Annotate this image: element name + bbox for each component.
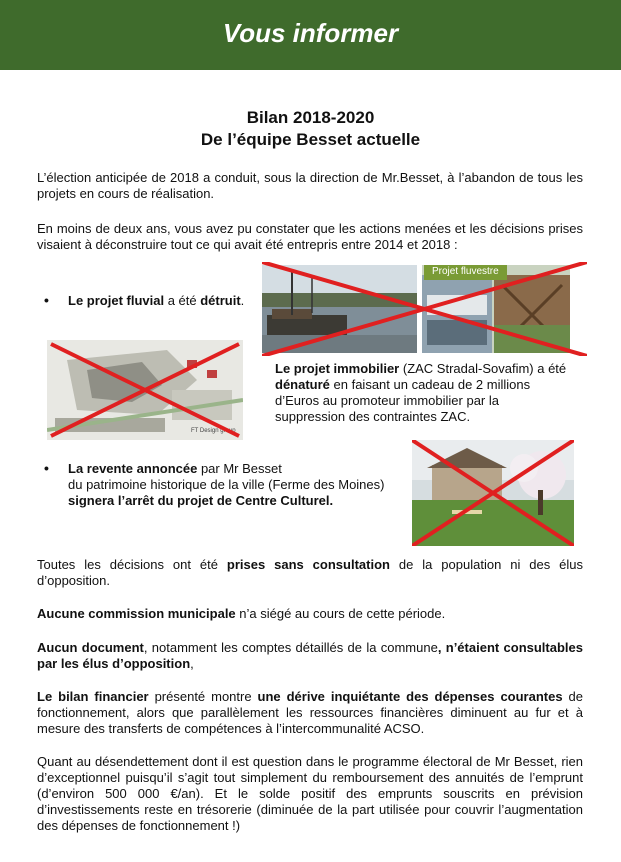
body-paragraph-3 bbox=[37, 640, 583, 672]
cross-mark-fluvial bbox=[262, 262, 587, 356]
item-revente-text bbox=[68, 461, 413, 509]
item-fluvial-end: . bbox=[240, 293, 245, 308]
item-immobilier-rest: en faisant un cadeau de 2 millions d’Euros au promoteur immobilier par la suppression des contraintes ZAC. bbox=[275, 377, 531, 424]
map-zac-plan bbox=[47, 340, 243, 440]
item-fluvial-mid: a été bbox=[164, 293, 201, 308]
cross-mark-immobilier bbox=[47, 340, 243, 440]
item-immobilier-text bbox=[275, 361, 571, 425]
item-revente-line3: signera l’arrêt du projet de Centre Culturel. bbox=[68, 493, 334, 508]
body-p1-a: Toutes les décisions ont été bbox=[37, 557, 227, 572]
item-immobilier-mid: (ZAC Stradal-Sovafim) a été bbox=[399, 361, 567, 376]
body-p3-b: , notamment les comptes détaillés de la commune bbox=[143, 640, 438, 655]
item-revente-bold: La revente annoncée bbox=[68, 461, 198, 476]
item-immobilier-bold2: dénaturé bbox=[275, 377, 330, 392]
item-revente-line2: du patrimoine historique de la ville (Ferme des Moines) bbox=[68, 477, 385, 492]
body-p3-a: Aucun document bbox=[37, 640, 144, 655]
map-caption: FT Design group bbox=[191, 428, 236, 434]
bullet-icon: • bbox=[44, 292, 49, 308]
section-heading-line1: Bilan 2018-2020 bbox=[246, 108, 375, 127]
body-p3-c: , n’étaient consultables par les élus d’opposition bbox=[37, 640, 583, 671]
intro-paragraph-1: L’élection anticipée de 2018 a conduit, sous la direction de Mr.Besset, à l’abandon de tous les projets en cours de réalisation. bbox=[37, 170, 583, 201]
body-paragraph-1 bbox=[37, 557, 583, 589]
body-paragraph-2 bbox=[37, 606, 583, 622]
photo-ferme-des-moines bbox=[412, 440, 574, 546]
item-revente-line1: par Mr Besset bbox=[197, 461, 282, 476]
body-paragraph-5: Quant au désendettement dont il est question dans le programme électoral de Mr Besset, rien d’exceptionnel puisqu’il s’agit tout simplement du remboursement des annuités de l’emprunt (d’environ 500 000 €/an). Et le solde positif des emprunts souscrits en prévision d’investissements reste en trésorerie (diminuée de la part utilisée pour couvrir l’augmentation des dépenses de fonctionnement !) bbox=[37, 754, 583, 833]
item-fluvial-text bbox=[68, 293, 244, 309]
body-p4-c: une dérive inquiétante des dépenses courantes bbox=[257, 689, 563, 704]
item-fluvial-bold: Le projet fluvial bbox=[68, 293, 165, 308]
photo-label: Projet fluvestre bbox=[424, 265, 507, 280]
header-banner bbox=[0, 0, 621, 70]
body-p2-b: n’a siégé au cours de cette période. bbox=[235, 606, 446, 621]
body-p4-d: de fonctionnement, alors que parallèlement les ressources financières diminuent au fur et à mesure des transferts de compétences à l’intercommunalité ACSO. bbox=[37, 689, 583, 736]
body-p4-b: présenté montre bbox=[148, 689, 258, 704]
section-heading-line2: De l’équipe Besset actuelle bbox=[200, 130, 421, 149]
item-fluvial-bold2: détruit bbox=[200, 293, 241, 308]
intro-paragraph-2: En moins de deux ans, vous avez pu constater que les actions menées et les décisions prises visaient à déconstruire tout ce qui avait été entrepris entre 2014 et 2018 : bbox=[37, 221, 583, 252]
body-p3-d: , bbox=[190, 656, 194, 671]
body-p4-a: Le bilan financier bbox=[37, 689, 149, 704]
page-title: Vous informer bbox=[222, 18, 399, 48]
cross-mark-revente bbox=[412, 440, 574, 546]
item-immobilier-bold: Le projet immobilier bbox=[275, 361, 400, 376]
body-paragraph-4 bbox=[37, 689, 583, 737]
body-p1-c: de la population ni des élus d’opposition. bbox=[37, 557, 583, 588]
bullet-icon: • bbox=[44, 460, 49, 476]
body-p1-b: prises sans consultation bbox=[226, 557, 390, 572]
body-p2-a: Aucune commission municipale bbox=[37, 606, 236, 621]
